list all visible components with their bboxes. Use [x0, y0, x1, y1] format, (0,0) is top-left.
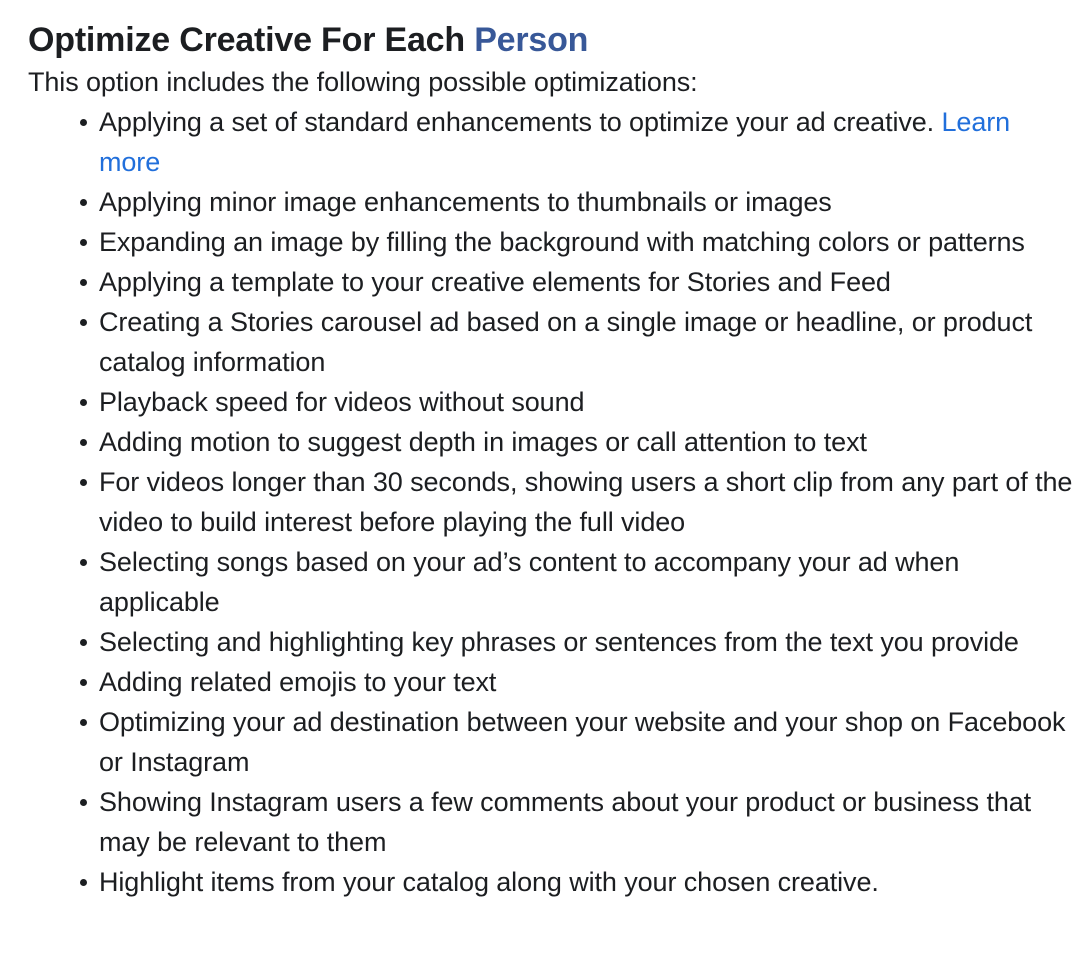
list-item-text: Applying a template to your creative elements for Stories and Feed	[99, 267, 891, 297]
list-item	[99, 622, 1078, 662]
article-section	[28, 18, 1078, 902]
list-item	[99, 782, 1078, 862]
bullet-icon	[80, 279, 87, 286]
list-item	[99, 262, 1078, 302]
list-item	[99, 862, 1078, 902]
list-item	[99, 462, 1078, 542]
bullet-icon	[80, 399, 87, 406]
bullet-icon	[80, 439, 87, 446]
bullet-icon	[80, 799, 87, 806]
list-item	[99, 302, 1078, 382]
bullet-icon	[80, 679, 87, 686]
list-item	[99, 382, 1078, 422]
bullet-icon	[80, 319, 87, 326]
list-item-text: Selecting and highlighting key phrases or sentences from the text you provide	[99, 627, 1019, 657]
list-item-text: Applying a set of standard enhancements to optimize your ad creative.	[99, 107, 942, 137]
list-item-text: Expanding an image by filling the background with matching colors or patterns	[99, 227, 1025, 257]
list-item-text: Highlight items from your catalog along with your chosen creative.	[99, 867, 879, 897]
bullet-icon	[80, 479, 87, 486]
list-item-text: Optimizing your ad destination between your website and your shop on Facebook or Instagram	[99, 707, 1066, 777]
bullet-icon	[80, 239, 87, 246]
bullet-icon	[80, 119, 87, 126]
list-item	[99, 102, 1078, 182]
list-item	[99, 542, 1078, 622]
learn-more-link[interactable]: Learn more	[99, 107, 1011, 177]
list-item-text: Selecting songs based on your ad’s content to accompany your ad when applicable	[99, 547, 960, 617]
list-item-text: For videos longer than 30 seconds, showing users a short clip from any part of the video to build interest before playing the full video	[99, 467, 1073, 537]
bullet-icon	[80, 879, 87, 886]
list-item-text: Creating a Stories carousel ad based on a single image or headline, or product catalog information	[99, 307, 1033, 377]
bullet-icon	[80, 719, 87, 726]
list-item	[99, 662, 1078, 702]
list-item	[99, 222, 1078, 262]
bullet-icon	[80, 639, 87, 646]
list-item-text: Adding motion to suggest depth in images or call attention to text	[99, 427, 867, 457]
page-title	[28, 18, 1078, 62]
list-item-text: Adding related emojis to your text	[99, 667, 497, 697]
list-item	[99, 182, 1078, 222]
list-item-text: Showing Instagram users a few comments about your product or business that may be relevant to them	[99, 787, 1032, 857]
intro-text: This option includes the following possible optimizations:	[28, 67, 698, 97]
list-item	[99, 702, 1078, 782]
list-item	[99, 422, 1078, 462]
optimizations-list	[28, 102, 1078, 902]
bullet-icon	[80, 559, 87, 566]
page-title-accent: Person	[474, 21, 589, 59]
bullet-icon	[80, 199, 87, 206]
page-title-main: Optimize Creative For Each	[28, 21, 475, 59]
list-item-text: Playback speed for videos without sound	[99, 387, 585, 417]
list-item-text: Applying minor image enhancements to thumbnails or images	[99, 187, 832, 217]
